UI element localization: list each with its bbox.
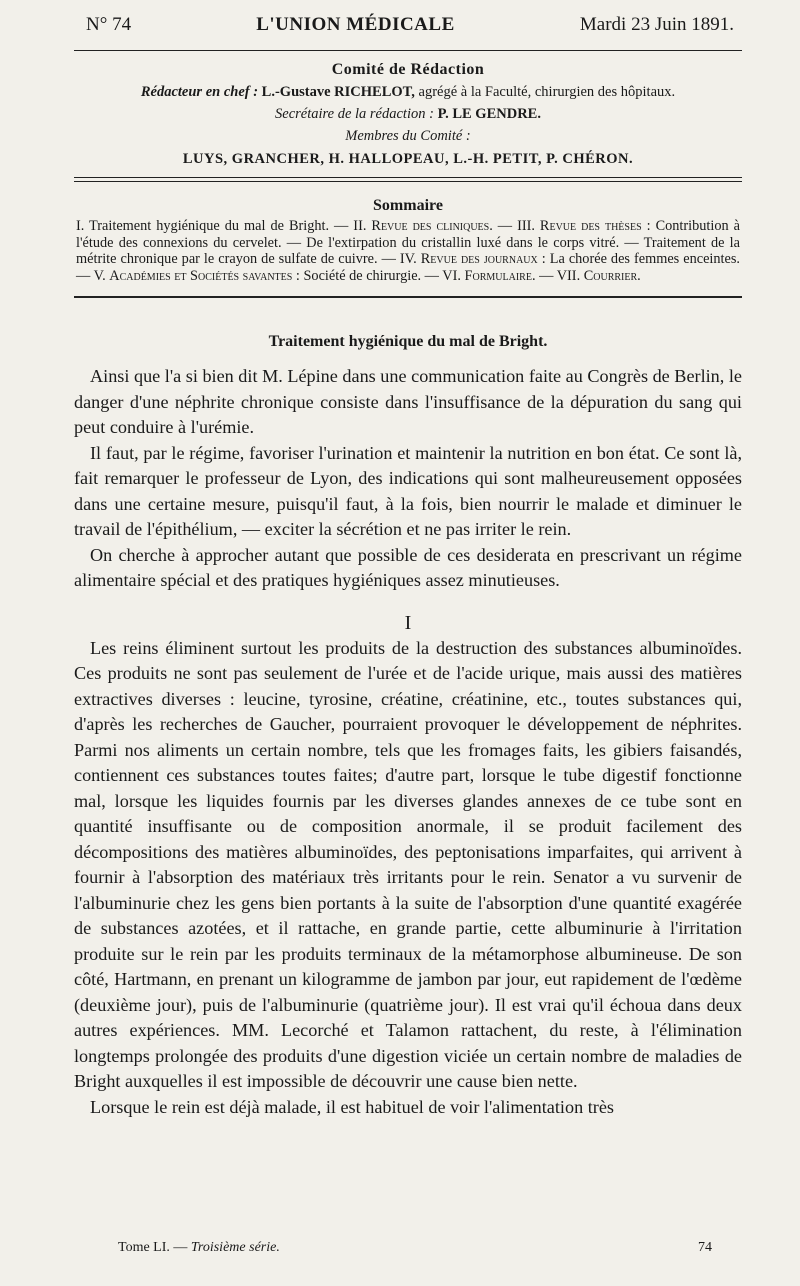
summary-part-9: : Société de chirurgie. — VI.: [295, 267, 461, 284]
members-label: Membres du Comité :: [345, 128, 471, 144]
committee-double-rule: [74, 177, 742, 182]
paragraph-1: Ainsi que l'a si bien dit M. Lépine dans une communication faite au Congrès de Berlin, le danger d'une néphrite chronique consiste dans l'insuffisance de la dépuration du sang qui peut conduire à l'urémie.: [74, 366, 742, 437]
editor-title: agrégé à la Faculté, chirurgien des hôpitaux.: [418, 84, 676, 100]
summary-part-11: — VII.: [539, 267, 581, 284]
page-footer: [118, 1240, 712, 1256]
summary-part-2: Revue des cliniques.: [371, 218, 493, 234]
summary-part-12: Courrier.: [583, 267, 641, 284]
paragraph-2: Il faut, par le régime, favoriser l'urination et maintenir la nutrition en bon état. Ce sont là, fait remarquer le professeur de Lyon, des indications qui sont malheureusement opposées dans une certaine mesure, puisqu'il faut, à la fois, bien nourrir le malade et diminuer le travail de l'épithélium, — exciter la sécrétion et ne pas irriter le rein.: [74, 442, 742, 539]
summary-text: [74, 218, 742, 284]
secretary-line: [74, 103, 742, 125]
editor-label: Rédacteur en chef :: [140, 84, 259, 100]
secretary-label: Secrétaire de la rédaction :: [275, 106, 434, 122]
summary-part-5: : Contribution à l'étude des connexions du cervelet. — De l'extirpation du cristallin luxé dans le corps vitré. — Traitement de la métrite chronique par le crayon de sulfate de cuivre. — IV.: [76, 218, 740, 267]
summary-part-1: I. Traitement hygiénique du mal de Bright. — II.: [76, 218, 367, 234]
issue-date: Mardi 23 Juin 1891.: [579, 14, 734, 35]
summary-part-10: Formulaire.: [464, 267, 536, 284]
footer-series-text: Troisième série.: [190, 1240, 280, 1255]
footer-volume: Tome LI. —: [118, 1240, 188, 1255]
summary-part-8: Académies et Sociétés savantes: [109, 267, 293, 284]
secretary-name: P. LE GENDRE.: [437, 106, 541, 122]
members-label-line: [74, 125, 742, 147]
rule-top: [74, 177, 742, 178]
summary-part-6: Revue des journaux: [420, 251, 538, 267]
editorial-committee: [74, 59, 742, 171]
summary-rule: [74, 296, 742, 298]
summary-part-3: — III.: [497, 218, 535, 234]
paragraph-3: On cherche à approcher autant que possible de ces desiderata en prescrivant un régime alimentaire spécial et des pratiques hygiéniques assez minutieuses.: [74, 544, 742, 590]
footer-series: [118, 1240, 280, 1256]
summary-title: Sommaire: [373, 197, 443, 214]
paragraph-4: Les reins éliminent surtout les produits de la destruction des substances albuminoïdes. Ces produits ne sont pas seulement de l'urée et de l'acide urique, mais aussi des matières extractives diverses : leucine, tyrosine, créatine, créatinine, etc., toutes substances qui, d'après les recherches de Gaucher, pourraient provoquer le développement de néphrites. Parmi nos aliments un certain nombre, tels que les fromages faits, les gibiers faisandés, contiennent ces substances toutes faites; d'autre part, lorsque le tube digestif fonctionne mal, lorsque les liquides fournis par les diverses glandes annexes de ce tube sont en quantité insuffisante ou de composition anormale, il se produit facilement des décompositions des matières albuminoïdes, des peptonisations imparfaites, qui arrivent à fournir à l'absorption des matériaux très irritants pour le rein. Senator a vu survenir de l'albuminurie chez les gens bien portants à la suite de l'absorption d'une quantité exagérée de substances azotées, et il rattache, en grande partie, cette albuminurie à l'irritation produite sur le rein par les produits terminaux de la métamorphose albumineuse. De son côté, Hartmann, en prenant un kilogramme de jambon par jour, eut rapidement de l'œdème (deuxième jour), puis de l'albuminurie (quatrième jour). Il est vrai qu'il échoua dans deux autres expériences. MM. Lecorché et Talamon rattachent, du reste, à l'élimination longtemps prolongée des produits d'une digestion viciée un certain nombre de maladies de Bright auxquelles il est impossible de découvrir une cause bien nette.: [74, 637, 742, 1091]
committee-heading: Comité de Rédaction: [331, 61, 485, 78]
members-names: LUYS, GRANCHER, H. HALLOPEAU, L.-H. PETIT, P. CHÉRON.: [182, 151, 634, 167]
summary-part-4: Revue des thèses: [539, 218, 642, 234]
journal-title: L'UNION MÉDICALE: [256, 14, 455, 35]
header-rule: [74, 50, 742, 51]
section-numeral: I: [404, 611, 412, 634]
article-title: Traitement hygiénique du mal de Bright.: [268, 333, 548, 350]
editor-name: L.-Gustave RICHELOT,: [261, 84, 415, 100]
summary-part-7: : La chorée des femmes enceintes. — V.: [76, 251, 741, 284]
issue-number: N° 74: [86, 14, 132, 35]
editor-line: [74, 81, 742, 103]
paragraph-5: Lorsque le rein est déjà malade, il est habituel de voir l'alimentation très: [90, 1096, 614, 1117]
rule-bottom: [74, 181, 742, 182]
page-number: 74: [698, 1240, 712, 1255]
running-head: [74, 14, 742, 50]
article-body: [74, 364, 742, 1120]
